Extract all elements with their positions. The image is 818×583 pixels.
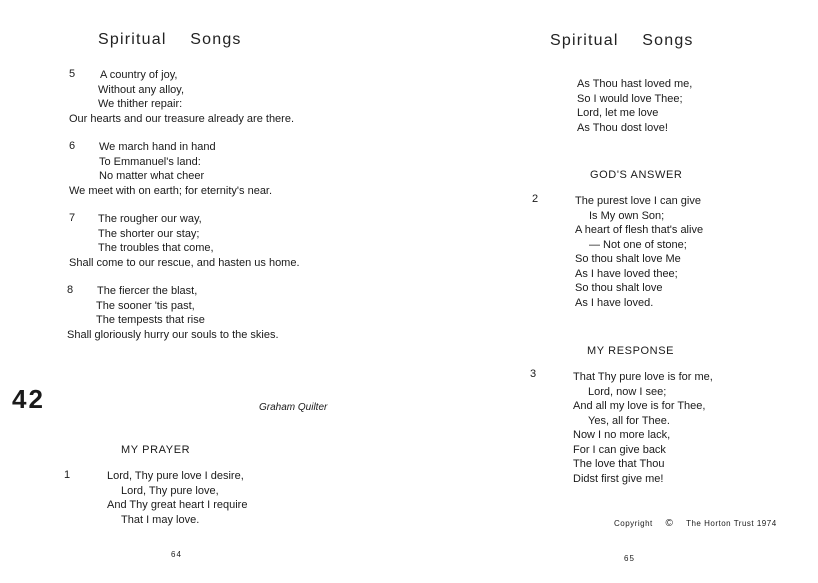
stanza (69, 68, 294, 126)
stanza-line: So I would love Thee; (577, 92, 683, 105)
page-number: 64 (171, 550, 182, 559)
stanza-number: 6 (69, 140, 76, 152)
copyright-holder: The Horton Trust 1974 (686, 519, 777, 528)
hymn-number: 42 (12, 384, 45, 414)
stanza-line: The purest love I can give (575, 195, 701, 207)
stanza-line: A heart of flesh that's alive (575, 224, 704, 236)
stanza-line: Now I no more lack, (573, 429, 671, 441)
stanza-line: The tempests that rise (96, 314, 205, 326)
stanza-line: No matter what cheer (99, 170, 205, 182)
stanza-line: Is My own Son; (589, 209, 665, 222)
stanza-line: Didst first give me! (573, 472, 664, 485)
stanza-number: 3 (530, 368, 537, 380)
stanza-line: Shall gloriously hurry our souls to the skies. (67, 328, 279, 341)
stanza-line: A country of joy, (100, 69, 178, 81)
stanza-line: To Emmanuel's land: (99, 155, 201, 168)
section-heading: MY RESPONSE (587, 345, 675, 357)
stanza-line: And Thy great heart I require (107, 499, 248, 511)
stanza-line: For I can give back (573, 443, 666, 456)
page-number: 65 (624, 554, 635, 563)
stanza-line: We march hand in hand (99, 141, 216, 153)
copyright-notice (614, 518, 777, 529)
stanza-line: The troubles that come, (98, 242, 214, 254)
stanza (577, 77, 692, 135)
stanza-number: 1 (64, 469, 71, 481)
stanza (573, 370, 713, 486)
composer-credit: Graham Quilter (259, 402, 328, 413)
stanza-number: 8 (67, 284, 74, 296)
stanza-line: Lord, Thy pure love, (121, 484, 219, 497)
stanza (69, 212, 300, 270)
right-page (409, 0, 818, 583)
stanza-line: The love that Thou (573, 458, 665, 470)
copyright-label: Copyright (614, 519, 653, 528)
page-header: Spiritual Songs (98, 31, 242, 48)
stanza-line: As I have loved. (575, 296, 654, 309)
stanza-line: As Thou dost love! (577, 121, 668, 134)
stanza-line: That I may love. (121, 513, 200, 526)
stanza (107, 469, 247, 527)
stanza-line: We thither repair: (98, 98, 183, 110)
stanza-line: The rougher our way, (98, 213, 202, 225)
stanza-line: Lord, let me love (577, 107, 659, 119)
stanza (69, 140, 272, 198)
stanza-line: Lord, Thy pure love I desire, (107, 470, 244, 482)
page-header: Spiritual Songs (550, 32, 694, 49)
stanza-number: 2 (532, 193, 539, 205)
stanza-line: Our hearts and our treasure already are there. (69, 112, 295, 125)
section-heading: GOD'S ANSWER (590, 169, 683, 181)
stanza-line: So thou shalt love (575, 282, 663, 294)
section-heading: MY PRAYER (121, 444, 191, 456)
stanza-line: Shall come to our rescue, and hasten us home. (69, 256, 300, 269)
stanza (575, 194, 703, 310)
stanza-line: The sooner 'tis past, (96, 299, 195, 312)
stanza-line: And all my love is for Thee, (573, 400, 706, 412)
stanza (67, 284, 279, 342)
stanza-number: 7 (69, 212, 76, 224)
stanza-line: That Thy pure love is for me, (573, 371, 713, 383)
stanza-line: The fiercer the blast, (97, 285, 198, 297)
stanza-line: As I have loved thee; (575, 267, 678, 280)
stanza-line: Without any alloy, (98, 83, 185, 96)
stanza-line: We meet with on earth; for eternity's near. (69, 184, 273, 197)
stanza-line: The shorter our stay; (98, 227, 200, 240)
stanza-number: 5 (69, 68, 76, 80)
stanza-line: So thou shalt love Me (575, 253, 681, 265)
stanza-line: — Not one of stone; (589, 238, 687, 251)
stanza-line: Yes, all for Thee. (588, 414, 670, 427)
stanza-line: Lord, now I see; (588, 385, 667, 398)
copyright-symbol: © (665, 518, 674, 529)
stanza-line: As Thou hast loved me, (577, 78, 693, 90)
